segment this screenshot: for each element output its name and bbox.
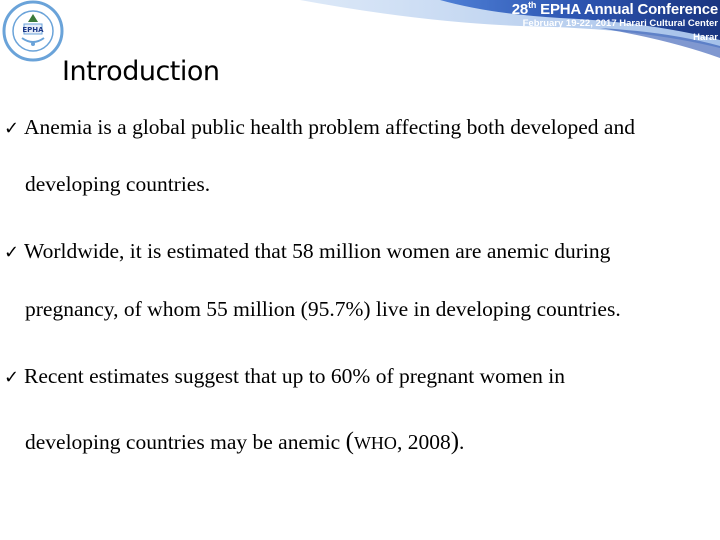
checkmark-icon: ✓ xyxy=(4,242,20,263)
conference-title xyxy=(512,0,718,18)
citation-who: WHO xyxy=(353,433,397,453)
bullet-3 xyxy=(4,364,565,389)
paren-open: ( xyxy=(345,428,354,455)
bullet-2-text-line1: Worldwide, it is estimated that 58 million women are anemic during xyxy=(24,239,611,263)
conference-banner xyxy=(0,0,720,58)
bullet-3-text-line2 xyxy=(25,428,464,456)
conference-name: EPHA Annual Conference xyxy=(536,1,718,18)
logo-lettering: EPHA xyxy=(22,26,44,34)
bullet-1-text-line2: developing countries. xyxy=(25,172,211,196)
checkmark-icon: ✓ xyxy=(4,118,20,139)
bullet-3-text-line1: Recent estimates suggest that up to 60% of pregnant women in xyxy=(24,364,565,388)
conference-dates-venue: February 19-22, 2017 Harari Cultural Center xyxy=(522,18,718,29)
bullet-1 xyxy=(4,115,635,140)
epha-logo-icon xyxy=(2,0,64,62)
bullet-3-line2-part-a: developing countries may be anemic xyxy=(25,430,346,454)
bullet-3-period: . xyxy=(459,430,465,454)
conference-number: 28 xyxy=(511,1,529,18)
bullet-2-text-line2: pregnancy, of whom 55 million (95.7%) live in developing countries. xyxy=(25,297,621,321)
conference-ordinal: th xyxy=(528,0,537,10)
paren-close: ) xyxy=(450,428,460,455)
bullet-2 xyxy=(4,239,610,264)
conference-city: Harar xyxy=(693,32,718,43)
citation-year: , 2008 xyxy=(396,430,451,454)
slide-title: Introduction xyxy=(62,56,220,87)
bullet-1-text-line1: Anemia is a global public health problem affecting both developed and xyxy=(24,115,635,139)
checkmark-icon: ✓ xyxy=(4,367,20,388)
